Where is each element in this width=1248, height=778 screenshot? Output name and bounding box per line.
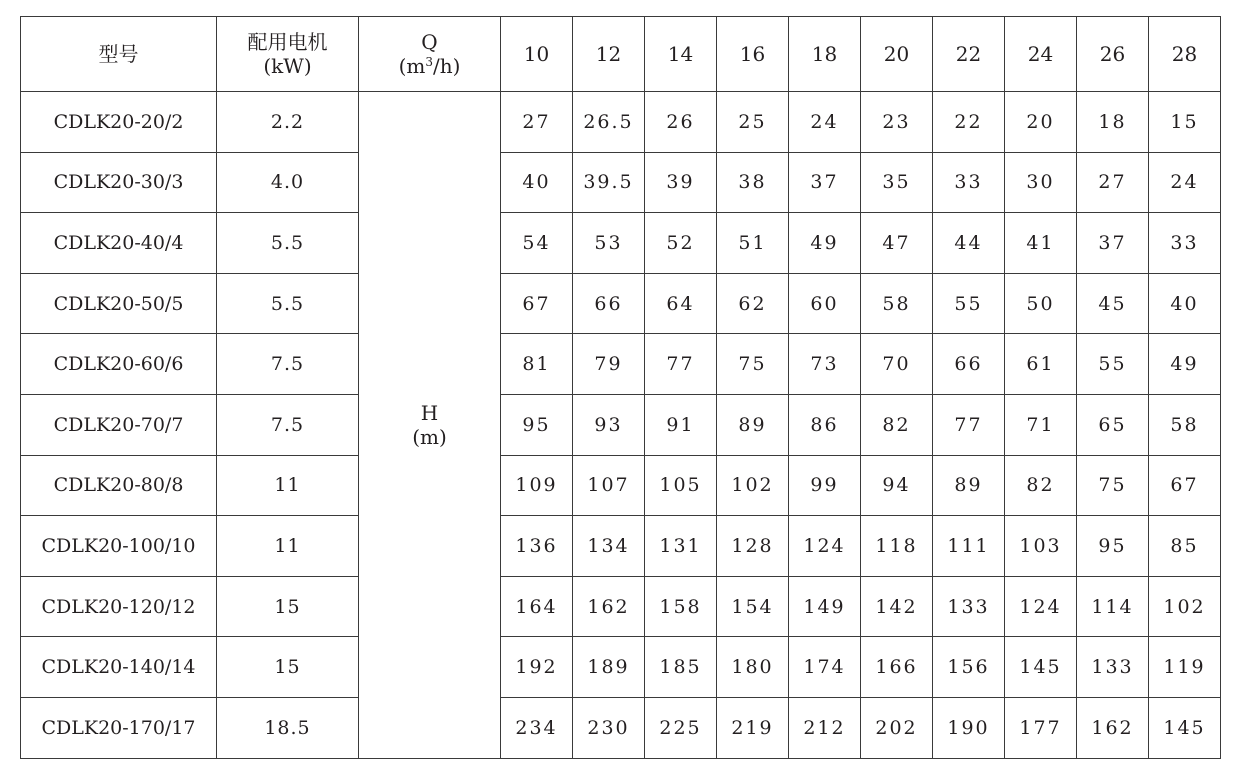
head-value-cell: 53: [573, 213, 645, 274]
table-row: [21, 92, 1221, 153]
motor-power-cell: 15: [217, 576, 359, 637]
head-label-cell: [359, 92, 501, 759]
head-value-cell: 40: [501, 152, 573, 213]
table-row: [21, 697, 1221, 758]
table-row: [21, 394, 1221, 455]
head-value-cell: 145: [1005, 637, 1077, 698]
head-value-cell: 39: [645, 152, 717, 213]
head-value-cell: 177: [1005, 697, 1077, 758]
head-value-cell: 64: [645, 273, 717, 334]
head-value-cell: 50: [1005, 273, 1077, 334]
head-value-cell: 58: [861, 273, 933, 334]
model-cell: CDLK20-20/2: [21, 92, 217, 153]
flow-value-header: 18: [789, 17, 861, 92]
head-value-cell: 114: [1077, 576, 1149, 637]
head-value-cell: 18: [1077, 92, 1149, 153]
head-value-cell: 192: [501, 637, 573, 698]
head-value-cell: 174: [789, 637, 861, 698]
flow-value-header: 20: [861, 17, 933, 92]
head-value-cell: 149: [789, 576, 861, 637]
head-value-cell: 202: [861, 697, 933, 758]
flow-header: [359, 17, 501, 92]
flow-value-header: 28: [1149, 17, 1221, 92]
head-value-cell: 93: [573, 394, 645, 455]
head-value-cell: 89: [933, 455, 1005, 516]
head-value-cell: 25: [717, 92, 789, 153]
table-row: [21, 516, 1221, 577]
flow-unit-base: (m: [398, 54, 426, 78]
head-value-cell: 41: [1005, 213, 1077, 274]
head-value-cell: 134: [573, 516, 645, 577]
head-value-cell: 55: [933, 273, 1005, 334]
model-cell: CDLK20-40/4: [21, 213, 217, 274]
head-value-cell: 71: [1005, 394, 1077, 455]
head-value-cell: 55: [1077, 334, 1149, 395]
head-value-cell: 60: [789, 273, 861, 334]
head-value-cell: 136: [501, 516, 573, 577]
head-value-cell: 37: [789, 152, 861, 213]
head-value-cell: 166: [861, 637, 933, 698]
flow-value-header: 10: [501, 17, 573, 92]
head-value-cell: 230: [573, 697, 645, 758]
head-value-cell: 77: [645, 334, 717, 395]
head-value-cell: 85: [1149, 516, 1221, 577]
head-value-cell: 61: [1005, 334, 1077, 395]
model-cell: CDLK20-120/12: [21, 576, 217, 637]
head-value-cell: 15: [1149, 92, 1221, 153]
flow-unit-superscript: 3: [425, 55, 433, 69]
head-label: H: [420, 400, 439, 425]
head-value-cell: 180: [717, 637, 789, 698]
motor-power-cell: 7.5: [217, 334, 359, 395]
motor-power-cell: 18.5: [217, 697, 359, 758]
head-value-cell: 156: [933, 637, 1005, 698]
flow-header-unit: [359, 54, 500, 78]
model-header-label: 型号: [98, 42, 139, 66]
table-row: [21, 576, 1221, 637]
spec-table-container: [20, 16, 1221, 759]
head-value-cell: 30: [1005, 152, 1077, 213]
head-value-cell: 67: [1149, 455, 1221, 516]
head-value-cell: 86: [789, 394, 861, 455]
head-value-cell: 70: [861, 334, 933, 395]
head-value-cell: 185: [645, 637, 717, 698]
head-value-cell: 54: [501, 213, 573, 274]
motor-power-cell: 11: [217, 516, 359, 577]
head-value-cell: 37: [1077, 213, 1149, 274]
head-value-cell: 189: [573, 637, 645, 698]
flow-value-header: 12: [573, 17, 645, 92]
model-cell: CDLK20-50/5: [21, 273, 217, 334]
model-cell: CDLK20-80/8: [21, 455, 217, 516]
table-row: [21, 637, 1221, 698]
head-value-cell: 133: [933, 576, 1005, 637]
head-value-cell: 47: [861, 213, 933, 274]
head-value-cell: 109: [501, 455, 573, 516]
head-value-cell: 73: [789, 334, 861, 395]
head-value-cell: 124: [1005, 576, 1077, 637]
flow-unit-denominator: /h): [433, 54, 461, 78]
head-value-cell: 58: [1149, 394, 1221, 455]
head-value-cell: 44: [933, 213, 1005, 274]
head-value-cell: 79: [573, 334, 645, 395]
head-value-cell: 23: [861, 92, 933, 153]
head-value-cell: 131: [645, 516, 717, 577]
head-value-cell: 66: [933, 334, 1005, 395]
head-value-cell: 26.5: [573, 92, 645, 153]
head-value-cell: 102: [717, 455, 789, 516]
motor-power-cell: 7.5: [217, 394, 359, 455]
head-value-cell: 27: [1077, 152, 1149, 213]
flow-value-header: 16: [717, 17, 789, 92]
head-value-cell: 162: [573, 576, 645, 637]
head-value-cell: 24: [789, 92, 861, 153]
head-value-cell: 102: [1149, 576, 1221, 637]
motor-header-unit: (kW): [263, 54, 312, 78]
head-unit: (m): [412, 424, 447, 449]
head-value-cell: 77: [933, 394, 1005, 455]
head-value-cell: 82: [1005, 455, 1077, 516]
table-row: [21, 273, 1221, 334]
head-value-cell: 99: [789, 455, 861, 516]
head-value-cell: 105: [645, 455, 717, 516]
head-value-cell: 24: [1149, 152, 1221, 213]
head-value-cell: 49: [789, 213, 861, 274]
head-value-cell: 20: [1005, 92, 1077, 153]
head-value-cell: 75: [717, 334, 789, 395]
head-value-cell: 164: [501, 576, 573, 637]
motor-power-cell: 5.5: [217, 213, 359, 274]
head-value-cell: 33: [1149, 213, 1221, 274]
head-value-cell: 94: [861, 455, 933, 516]
head-value-cell: 89: [717, 394, 789, 455]
head-value-cell: 212: [789, 697, 861, 758]
head-value-cell: 65: [1077, 394, 1149, 455]
head-value-cell: 124: [789, 516, 861, 577]
model-cell: CDLK20-140/14: [21, 637, 217, 698]
motor-power-cell: 5.5: [217, 273, 359, 334]
head-value-cell: 27: [501, 92, 573, 153]
model-cell: CDLK20-170/17: [21, 697, 217, 758]
model-cell: CDLK20-100/10: [21, 516, 217, 577]
head-value-cell: 22: [933, 92, 1005, 153]
head-value-cell: 62: [717, 273, 789, 334]
head-value-cell: 219: [717, 697, 789, 758]
head-value-cell: 38: [717, 152, 789, 213]
motor-header-label: 配用电机: [247, 30, 328, 54]
head-value-cell: 35: [861, 152, 933, 213]
flow-value-header: 26: [1077, 17, 1149, 92]
head-value-cell: 107: [573, 455, 645, 516]
head-value-cell: 95: [1077, 516, 1149, 577]
head-value-cell: 26: [645, 92, 717, 153]
head-value-cell: 82: [861, 394, 933, 455]
pump-performance-table: [20, 16, 1221, 759]
head-value-cell: 67: [501, 273, 573, 334]
head-value-cell: 49: [1149, 334, 1221, 395]
table-row: [21, 334, 1221, 395]
head-value-cell: 33: [933, 152, 1005, 213]
motor-power-cell: 11: [217, 455, 359, 516]
head-value-cell: 39.5: [573, 152, 645, 213]
head-value-cell: 66: [573, 273, 645, 334]
table-row: [21, 455, 1221, 516]
head-value-cell: 103: [1005, 516, 1077, 577]
head-value-cell: 234: [501, 697, 573, 758]
head-value-cell: 52: [645, 213, 717, 274]
head-value-cell: 128: [717, 516, 789, 577]
model-cell: CDLK20-70/7: [21, 394, 217, 455]
head-value-cell: 91: [645, 394, 717, 455]
flow-value-header: 14: [645, 17, 717, 92]
motor-header: [217, 17, 359, 92]
header-row: [21, 17, 1221, 92]
head-value-cell: 162: [1077, 697, 1149, 758]
head-value-cell: 190: [933, 697, 1005, 758]
head-value-cell: 119: [1149, 637, 1221, 698]
motor-power-cell: 4.0: [217, 152, 359, 213]
flow-value-header: 24: [1005, 17, 1077, 92]
head-value-cell: 81: [501, 334, 573, 395]
model-cell: CDLK20-60/6: [21, 334, 217, 395]
flow-header-label: Q: [421, 30, 438, 54]
table-row: [21, 213, 1221, 274]
head-value-cell: 154: [717, 576, 789, 637]
head-value-cell: 145: [1149, 697, 1221, 758]
model-header: [21, 17, 217, 92]
motor-power-cell: 2.2: [217, 92, 359, 153]
head-value-cell: 118: [861, 516, 933, 577]
head-value-cell: 95: [501, 394, 573, 455]
table-row: [21, 152, 1221, 213]
head-value-cell: 111: [933, 516, 1005, 577]
head-value-cell: 45: [1077, 273, 1149, 334]
head-value-cell: 158: [645, 576, 717, 637]
motor-power-cell: 15: [217, 637, 359, 698]
model-cell: CDLK20-30/3: [21, 152, 217, 213]
head-value-cell: 225: [645, 697, 717, 758]
head-value-cell: 142: [861, 576, 933, 637]
head-value-cell: 51: [717, 213, 789, 274]
head-value-cell: 75: [1077, 455, 1149, 516]
flow-value-header: 22: [933, 17, 1005, 92]
head-value-cell: 133: [1077, 637, 1149, 698]
head-value-cell: 40: [1149, 273, 1221, 334]
